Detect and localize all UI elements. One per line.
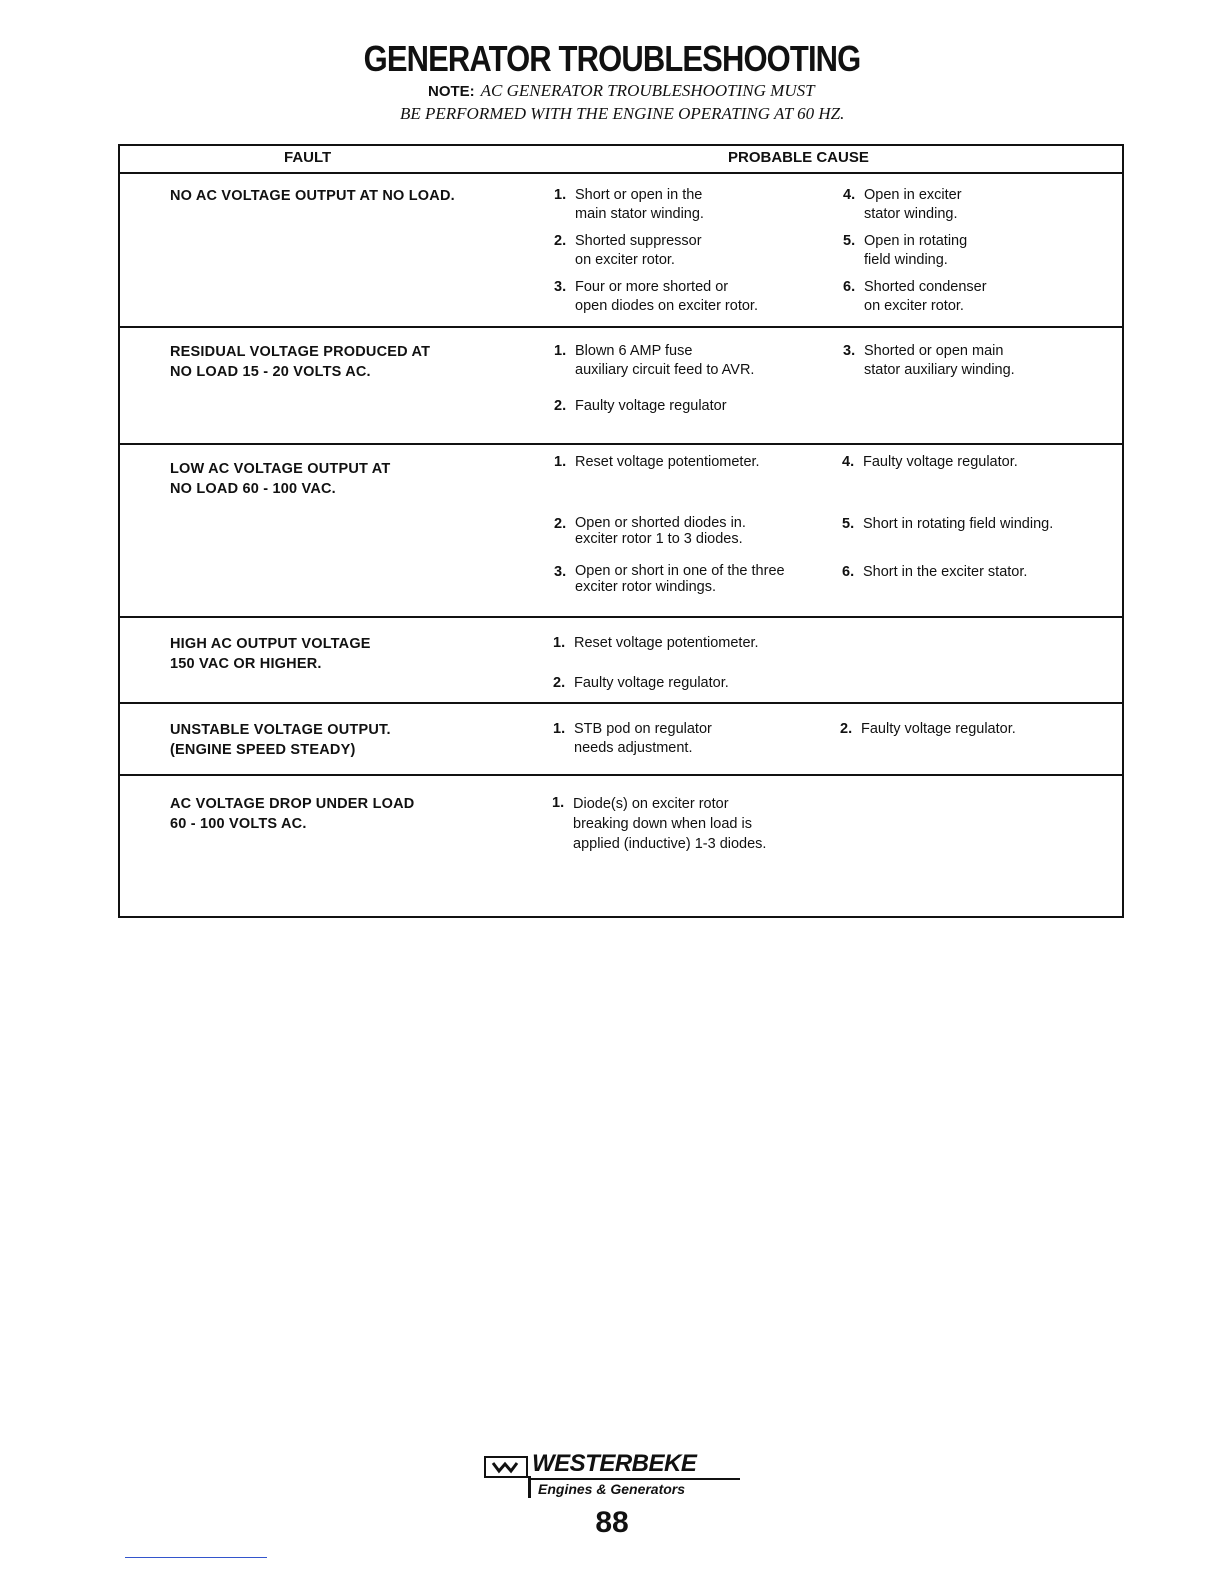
cause-number: 1. bbox=[554, 343, 567, 359]
cause-item bbox=[842, 563, 1122, 582]
cause-item bbox=[554, 232, 834, 270]
cause-item bbox=[554, 342, 834, 380]
page-title: GENERATOR TROUBLESHOOTING bbox=[363, 38, 861, 79]
cause-number: 1. bbox=[552, 795, 565, 811]
note bbox=[400, 80, 960, 125]
fault-text: UNSTABLE VOLTAGE OUTPUT. (ENGINE SPEED STEADY) bbox=[170, 722, 391, 758]
cause-item bbox=[554, 453, 834, 472]
header-probable-cause: PROBABLE CAUSE bbox=[728, 149, 869, 166]
header-fault: FAULT bbox=[284, 149, 332, 166]
fault-text: AC VOLTAGE DROP UNDER LOAD 60 - 100 VOLTS AC. bbox=[170, 796, 415, 832]
logo-stem bbox=[528, 1476, 531, 1498]
table-row bbox=[120, 618, 1122, 704]
cause-item bbox=[554, 563, 844, 595]
cause-text: Diode(s) on exciter rotor breaking down when load is applied (inductive) 1-3 diodes. bbox=[573, 796, 767, 852]
cause-number: 2. bbox=[554, 516, 567, 532]
cause-text: Reset voltage potentiometer. bbox=[574, 635, 759, 651]
cause-text: Faulty voltage regulator. bbox=[863, 454, 1018, 470]
cause-number: 6. bbox=[842, 564, 855, 580]
cause-item bbox=[843, 342, 1123, 380]
cause-number: 1. bbox=[553, 635, 566, 651]
cause-text: Shorted condenser on exciter rotor. bbox=[864, 279, 987, 314]
cause-number: 2. bbox=[554, 398, 567, 414]
page-number: 88 bbox=[595, 1506, 629, 1539]
troubleshooting-table bbox=[118, 144, 1124, 918]
cause-text: Shorted or open main stator auxiliary winding. bbox=[864, 343, 1015, 378]
cause-number: 4. bbox=[843, 187, 856, 203]
cause-item bbox=[552, 794, 832, 854]
logo-rule bbox=[528, 1478, 740, 1480]
cause-text: Blown 6 AMP fuse auxiliary circuit feed to AVR. bbox=[575, 343, 755, 378]
table-row bbox=[120, 445, 1122, 618]
cause-item bbox=[554, 186, 834, 224]
cause-number: 6. bbox=[843, 279, 856, 295]
cause-item bbox=[553, 720, 833, 758]
cause-number: 2. bbox=[553, 675, 566, 691]
cause-number: 2. bbox=[840, 721, 853, 737]
cause-item bbox=[843, 278, 1123, 316]
cause-item bbox=[553, 674, 833, 693]
cause-number: 1. bbox=[554, 187, 567, 203]
cause-item bbox=[842, 515, 1122, 534]
cause-item bbox=[553, 634, 833, 653]
cause-item bbox=[843, 186, 1123, 224]
cause-item bbox=[554, 515, 834, 547]
cause-item bbox=[843, 232, 1123, 270]
cause-text: Open in rotating field winding. bbox=[864, 233, 968, 268]
westerbeke-logo bbox=[484, 1452, 754, 1508]
logo-mark-icon bbox=[484, 1456, 528, 1478]
cause-number: 3. bbox=[554, 564, 567, 580]
note-label: NOTE: bbox=[428, 83, 475, 100]
fault-text: LOW AC VOLTAGE OUTPUT AT NO LOAD 60 - 100 VAC. bbox=[170, 461, 391, 497]
cause-number: 5. bbox=[843, 233, 856, 249]
cause-number: 3. bbox=[843, 343, 856, 359]
fault-text: NO AC VOLTAGE OUTPUT AT NO LOAD. bbox=[170, 188, 455, 204]
cause-item bbox=[840, 720, 1120, 739]
cause-text: Four or more shorted or open diodes on exciter rotor. bbox=[575, 279, 758, 314]
cause-item bbox=[842, 453, 1122, 472]
cause-text: STB pod on regulator needs adjustment. bbox=[574, 721, 712, 756]
cause-text: Open or shorted diodes in. exciter rotor 1 to 3 diodes. bbox=[575, 515, 746, 547]
table-row bbox=[120, 704, 1122, 776]
logo-tagline: Engines & Generators bbox=[538, 1481, 686, 1497]
table-row bbox=[120, 328, 1122, 445]
cause-text: Reset voltage potentiometer. bbox=[575, 454, 760, 470]
cause-item bbox=[554, 278, 834, 316]
table-header bbox=[120, 146, 1122, 174]
fault-text: HIGH AC OUTPUT VOLTAGE 150 VAC OR HIGHER. bbox=[170, 636, 371, 672]
cause-number: 3. bbox=[554, 279, 567, 295]
cause-text: Faulty voltage regulator. bbox=[574, 675, 729, 691]
cause-number: 1. bbox=[554, 454, 567, 470]
note-line-1: AC GENERATOR TROUBLESHOOTING MUST bbox=[480, 81, 815, 100]
table-row bbox=[120, 172, 1122, 328]
cause-text: Open in exciter stator winding. bbox=[864, 187, 962, 222]
bottom-rule bbox=[125, 1557, 267, 1558]
cause-text: Open or short in one of the three exciter rotor windings. bbox=[575, 563, 785, 595]
cause-number: 5. bbox=[842, 516, 855, 532]
cause-item bbox=[554, 397, 834, 416]
cause-text: Shorted suppressor on exciter rotor. bbox=[575, 233, 702, 268]
fault-text: RESIDUAL VOLTAGE PRODUCED AT NO LOAD 15 - 20 VOLTS AC. bbox=[170, 344, 431, 380]
cause-number: 2. bbox=[554, 233, 567, 249]
cause-number: 1. bbox=[553, 721, 566, 737]
cause-number: 4. bbox=[842, 454, 855, 470]
cause-text: Short in the exciter stator. bbox=[863, 564, 1028, 580]
cause-text: Short or open in the main stator winding. bbox=[575, 187, 704, 222]
cause-text: Faulty voltage regulator. bbox=[861, 721, 1016, 737]
logo-brand: WESTERBEKE bbox=[532, 1450, 697, 1477]
cause-text: Faulty voltage regulator bbox=[575, 398, 727, 414]
note-line-2: BE PERFORMED WITH THE ENGINE OPERATING AT 60 HZ. bbox=[400, 104, 845, 123]
cause-text: Short in rotating field winding. bbox=[863, 516, 1054, 532]
table-row bbox=[120, 776, 1122, 916]
